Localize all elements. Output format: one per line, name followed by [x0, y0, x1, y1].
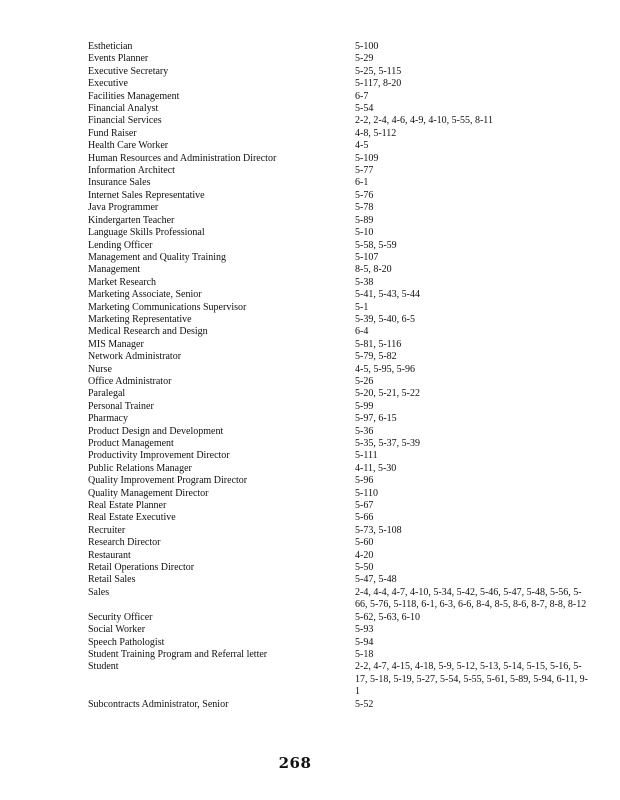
index-term: Public Relations Manager [88, 462, 192, 474]
index-term: Paralegal [88, 388, 126, 400]
index-term: Executive Secretary [88, 65, 169, 77]
index-term: Information Architect [88, 165, 175, 177]
index-entry [88, 388, 588, 400]
index-page-refs: 5-25, 5-115 [355, 65, 402, 77]
index-entry [88, 314, 588, 326]
index-term: Real Estate Executive [88, 512, 176, 524]
index-entry [88, 488, 588, 500]
index-entry [88, 500, 588, 512]
index-entry [88, 339, 588, 351]
index-entry [88, 128, 588, 140]
index-page-refs: 5-29 [355, 53, 374, 65]
index-term: Personal Trainer [88, 400, 154, 412]
index-page-refs: 5-96 [355, 475, 374, 487]
index-term: Financial Services [88, 115, 162, 127]
index-page-refs: 5-67 [355, 500, 374, 512]
index-page-refs: 4-5, 5-95, 5-96 [355, 363, 415, 375]
index-term: Retail Operations Director [88, 562, 195, 574]
index-term: Quality Management Director [88, 487, 209, 499]
index-page-refs: 5-79, 5-82 [355, 351, 397, 363]
index-term: Language Skills Professional [88, 227, 205, 239]
index-entry [88, 240, 588, 252]
index-entry [88, 177, 588, 189]
index-entry [88, 190, 588, 202]
index-entry [88, 612, 588, 624]
index-term: Pharmacy [88, 413, 128, 425]
index-entry [88, 475, 588, 487]
index-page-refs: 5-62, 5-63, 6-10 [355, 611, 420, 623]
index-page-refs: 5-20, 5-21, 5-22 [355, 388, 420, 400]
index-term: MIS Manager [88, 338, 144, 350]
index-term: Network Administrator [88, 351, 182, 363]
index-entry [88, 289, 588, 301]
index-entry [88, 624, 588, 636]
index-page-refs: 5-52 [355, 698, 374, 710]
index-page-refs: 2-4, 4-4, 4-7, 4-10, 5-34, 5-42, 5-46, 5-47, 5-48, 5-56, 5-66, 5-76, 5-118, 6-1, 6-3, 6-6, 8-4, 8-5, 8-6, 8-7, 8-8, 8-12 [355, 586, 587, 611]
index-page-refs: 5-94 [355, 636, 374, 648]
index-entry [88, 53, 588, 65]
index-entry [88, 215, 588, 227]
index-entry [88, 277, 588, 289]
index-entry [88, 264, 588, 276]
index-entry [88, 426, 588, 438]
index-entry [88, 165, 588, 177]
index-term: Internet Sales Representative [88, 189, 205, 201]
index-page-refs: 5-60 [355, 537, 374, 549]
index-page-refs: 5-50 [355, 562, 374, 574]
index-page-refs: 5-107 [355, 251, 379, 263]
index-page-refs: 5-109 [355, 152, 379, 164]
page-number: 268 [278, 754, 312, 772]
index-term: Events Planner [88, 53, 149, 65]
index-term: Lending Officer [88, 239, 153, 251]
index-page-refs: 5-93 [355, 624, 374, 636]
index-entry [88, 66, 588, 78]
index-term: Executive [88, 78, 128, 90]
index-page-refs: 5-117, 8-20 [355, 78, 402, 90]
index-entry [88, 438, 588, 450]
index-page-refs: 5-100 [355, 41, 379, 52]
index-entry [88, 562, 588, 574]
index-term: Student [88, 661, 119, 673]
index-entry [88, 41, 588, 53]
index-page-refs: 5-36 [355, 425, 374, 437]
index-term: Productivity Improvement Director [88, 450, 230, 462]
index-page-refs: 5-81, 5-116 [355, 338, 402, 350]
index-entry [88, 91, 588, 103]
index-entry [88, 202, 588, 214]
index-term: Marketing Communications Supervisor [88, 301, 247, 313]
index-term: Security Officer [88, 611, 153, 623]
index-entry [88, 413, 588, 425]
index-page-refs: 4-11, 5-30 [355, 462, 397, 474]
index-page-refs: 5-77 [355, 165, 374, 177]
index-entry [88, 401, 588, 413]
index-page-refs: 5-38 [355, 276, 374, 288]
index-entry [88, 103, 588, 115]
index-term: Management [88, 264, 141, 276]
index-entry [88, 351, 588, 363]
index-page-refs: 5-41, 5-43, 5-44 [355, 289, 420, 301]
index-page-refs: 5-26 [355, 375, 374, 387]
index-entry [88, 649, 588, 661]
index-entry [88, 140, 588, 152]
index-term: Social Worker [88, 624, 146, 636]
index-entry [88, 376, 588, 388]
index-term: Insurance Sales [88, 177, 151, 189]
index-term: Esthetician [88, 41, 133, 52]
index-page-refs: 5-73, 5-108 [355, 524, 402, 536]
index-entry [88, 525, 588, 537]
index-page-refs: 8-5, 8-20 [355, 264, 392, 276]
index-term: Student Training Program and Referral letter [88, 648, 268, 660]
index-page-refs: 6-7 [355, 90, 369, 102]
index-page-refs: 5-10 [355, 227, 374, 239]
index-entry [88, 364, 588, 376]
index-entry [88, 550, 588, 562]
index-page-refs: 4-20 [355, 549, 374, 561]
index-term: Research Director [88, 537, 161, 549]
index-entry [88, 699, 588, 711]
index-page-refs: 6-1 [355, 177, 369, 189]
index-page-refs: 5-97, 6-15 [355, 413, 397, 425]
index-term: Financial Analyst [88, 103, 159, 115]
index-entry [88, 78, 588, 90]
index-term: Marketing Representative [88, 313, 192, 325]
index-page-refs: 6-4 [355, 326, 369, 338]
index-page-refs: 5-78 [355, 202, 374, 214]
index-term: Health Care Worker [88, 140, 169, 152]
index-page-refs: 5-99 [355, 400, 374, 412]
index-page-refs: 2-2, 2-4, 4-6, 4-9, 4-10, 5-55, 8-11 [355, 115, 493, 127]
index-page-refs: 5-66 [355, 512, 374, 524]
index-term: Java Programmer [88, 202, 159, 214]
index-page-refs: 5-76 [355, 189, 374, 201]
index-entry [88, 153, 588, 165]
index-entry [88, 574, 588, 586]
index-term: Retail Sales [88, 574, 136, 586]
index-term: Product Design and Development [88, 425, 224, 437]
index-page-refs: 5-18 [355, 648, 374, 660]
index-entry [88, 661, 588, 698]
index-entry [88, 252, 588, 264]
index-page-refs: 5-110 [355, 487, 378, 499]
index-entry [88, 302, 588, 314]
index-term: Marketing Associate, Senior [88, 289, 202, 301]
index-entry [88, 326, 588, 338]
index-entry [88, 450, 588, 462]
index-term: Kindergarten Teacher [88, 214, 175, 226]
index-page-refs: 4-8, 5-112 [355, 127, 397, 139]
index-term: Nurse [88, 363, 112, 375]
index-term: Office Administrator [88, 375, 172, 387]
index-term: Real Estate Planner [88, 500, 167, 512]
index-page-refs: 5-58, 5-59 [355, 239, 397, 251]
index-entry [88, 115, 588, 127]
index-term: Management and Quality Training [88, 251, 227, 263]
index-page-refs: 5-54 [355, 103, 374, 115]
index-term: Speech Pathologist [88, 636, 165, 648]
index-term: Recruiter [88, 524, 126, 536]
index-term: Sales [88, 586, 110, 598]
index-term: Subcontracts Administrator, Senior [88, 698, 229, 710]
index-page-refs: 4-5 [355, 140, 369, 152]
index-term: Product Management [88, 438, 174, 449]
index-term: Restaurant [88, 549, 131, 561]
index-page-refs: 5-111 [355, 450, 378, 462]
index-page-refs: 5-39, 5-40, 6-5 [355, 313, 415, 325]
index-entry [88, 587, 588, 612]
index-page-refs: 2-2, 4-7, 4-15, 4-18, 5-9, 5-12, 5-13, 5-14, 5-15, 5-16, 5-17, 5-18, 5-19, 5-27, 5-54, 5-55, 5-61, 5-89, 5-94, 6-11, 9-1 [355, 661, 588, 698]
index-term: Market Research [88, 276, 157, 288]
index-term: Human Resources and Administration Director [88, 152, 277, 164]
index-list [88, 41, 588, 711]
index-entry [88, 463, 588, 475]
index-entry [88, 537, 588, 549]
index-page-refs: 5-89 [355, 214, 374, 226]
index-term: Medical Research and Design [88, 326, 208, 338]
index-page-refs: 5-1 [355, 301, 369, 313]
index-page-refs: 5-35, 5-37, 5-39 [355, 438, 420, 449]
index-entry [88, 512, 588, 524]
index-term: Quality Improvement Program Director [88, 475, 248, 487]
index-page-refs: 5-47, 5-48 [355, 574, 397, 586]
index-term: Fund Raiser [88, 127, 137, 139]
index-entry [88, 637, 588, 649]
index-term: Facilities Management [88, 90, 180, 102]
index-entry [88, 227, 588, 239]
